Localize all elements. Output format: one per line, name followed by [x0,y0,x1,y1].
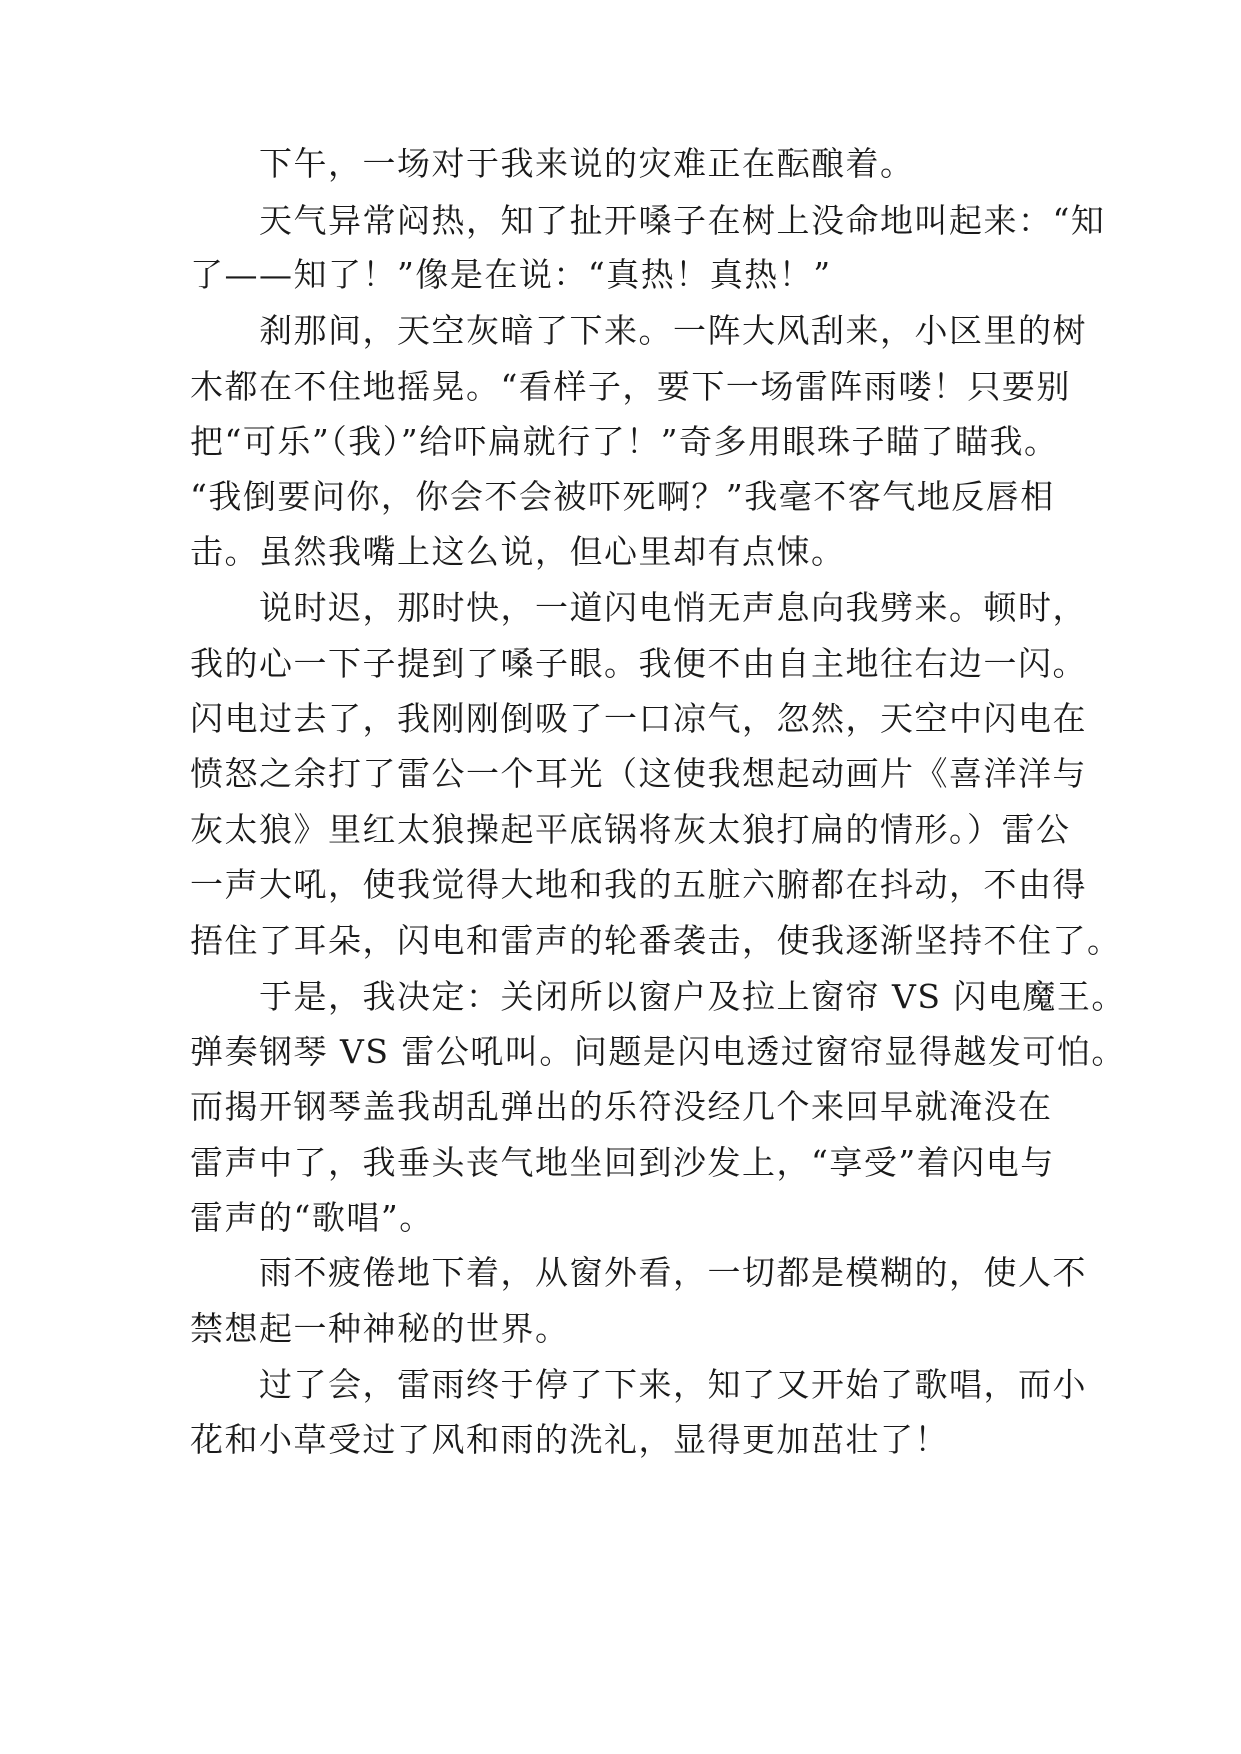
paragraph-line: 了——知了！”像是在说：“真热！真热！” [190,255,832,294]
paragraph-line: 刹那间，天空灰暗了下来。一阵大风刮来，小区里的树 [190,311,1087,350]
paragraph-line: 天气异常闷热，知了扯开嗓子在树上没命地叫起来：“知 [190,201,1106,240]
paragraph-line: 雷声的“歌唱”。 [190,1198,434,1237]
paragraph-line: 木都在不住地摇晃。“看样子，要下一场雷阵雨喽！只要别 [190,367,1071,406]
paragraph-line: 花和小草受过了风和雨的洗礼，显得更加茁壮了！ [190,1420,949,1459]
paragraph-line: 禁想起一种神秘的世界。 [190,1309,570,1348]
paragraph-line: 一声大吼，使我觉得大地和我的五脏六腑都在抖动，不由得 [190,865,1087,904]
paragraph-line: 而揭开钢琴盖我胡乱弹出的乐符没经几个来回早就淹没在 [190,1087,1053,1126]
paragraph-line: 灰太狼》里红太狼操起平底锅将灰太狼打扁的情形。）雷公 [190,810,1071,849]
paragraph-line: 捂住了耳朵，闪电和雷声的轮番袭击，使我逐渐坚持不住了。 [190,921,1122,960]
paragraph-line: 下午，一场对于我来说的灾难正在酝酿着。 [190,144,915,183]
paragraph-line: 我的心一下子提到了嗓子眼。我便不由自主地往右边一闪。 [190,644,1087,683]
paragraph-line: 过了会，雷雨终于停了下来，知了又开始了歌唱，而小 [190,1365,1087,1404]
paragraph-line: 击。虽然我嘴上这么说，但心里却有点悚。 [190,532,846,571]
paragraph-line: 弹奏钢琴 VS 雷公吼叫。问题是闪电透过窗帘显得越发可怕。 [190,1032,1126,1071]
paragraph-line: 把“可乐”（我）”给吓扁就行了！”奇多用眼珠子瞄了瞄我。 [190,422,1059,461]
paragraph-line: 雷声中了，我垂头丧气地坐回到沙发上，“享受”着闪电与 [190,1143,1055,1182]
paragraph-line: “我倒要问你，你会不会被吓死啊？”我毫不客气地反唇相 [190,477,1055,516]
paragraph-line: 愤怒之余打了雷公一个耳光（这使我想起动画片《喜洋洋与 [190,754,1087,793]
paragraph-line: 于是，我决定：关闭所以窗户及拉上窗帘 VS 闪电魔王。 [190,977,1126,1016]
paragraph-line: 闪电过去了，我刚刚倒吸了一口凉气，忽然，天空中闪电在 [190,699,1087,738]
paragraph-line: 雨不疲倦地下着，从窗外看，一切都是模糊的，使人不 [190,1253,1087,1292]
paragraph-line: 说时迟，那时快，一道闪电悄无声息向我劈来。顿时， [190,588,1087,627]
